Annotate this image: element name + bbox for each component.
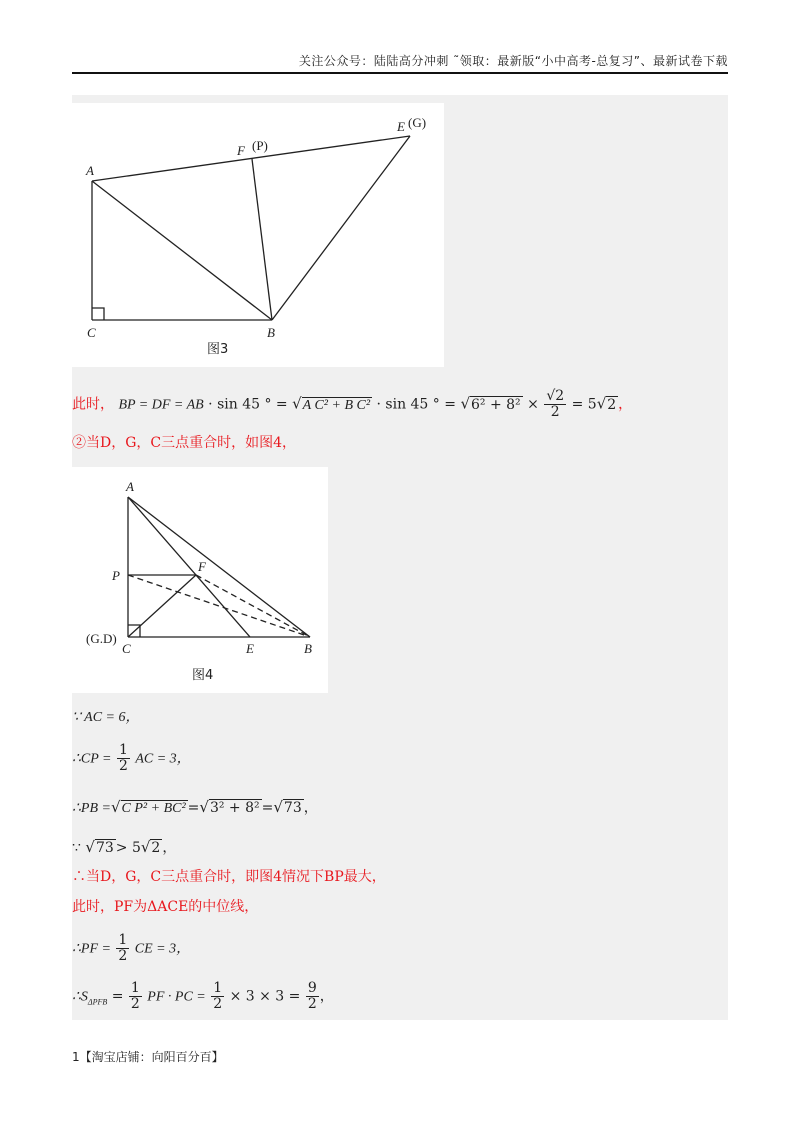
l1-frac-num: √2	[546, 388, 565, 404]
l9-prefix: ∴PF =	[72, 941, 111, 957]
line-6	[72, 837, 176, 858]
l4-frac-den: 2	[118, 758, 128, 774]
line-9	[72, 933, 190, 964]
l10-end: ，	[319, 988, 334, 1005]
l4-fraction	[117, 743, 130, 774]
line-5	[72, 797, 318, 819]
l1-result: = 5	[571, 396, 597, 413]
line-7	[72, 867, 386, 887]
l5-eq: =	[261, 800, 274, 816]
l4-frac-num: 1	[118, 742, 128, 758]
l3-text: ∵ AC = 6，	[72, 710, 140, 725]
l1-frac-den: 2	[550, 404, 560, 420]
figure-4	[72, 467, 328, 693]
l2-text: ②当D，G，C三点重合时，如图4，	[72, 435, 297, 451]
l9-frac-den: 2	[118, 948, 128, 964]
l4-suffix: AC = 3，	[135, 751, 191, 767]
l10-f1-num: 1	[130, 980, 140, 996]
l1-times: ×	[527, 396, 539, 413]
sqrt-sign: √	[460, 394, 470, 413]
figure-3	[72, 103, 444, 367]
l10-f2-num: 1	[213, 980, 223, 996]
line-8	[72, 897, 258, 917]
l6-rad1: 73	[95, 840, 114, 856]
edge-CF	[128, 575, 196, 637]
sqrt-sign: √	[292, 394, 302, 413]
l5-mid: =	[187, 800, 200, 816]
edge-AE	[92, 136, 410, 181]
label-F: F	[237, 143, 245, 158]
l8-text: 此时，PF为ΔACE的中位线，	[72, 899, 259, 915]
edge-FB	[252, 159, 272, 320]
label-A: A	[86, 163, 94, 178]
label-A: A	[126, 479, 134, 494]
l6-mid: > 5	[115, 840, 141, 856]
l9-frac-num: 1	[118, 932, 128, 948]
sqrt-sign: √	[273, 798, 283, 816]
l1-rad3: 2	[607, 396, 617, 413]
l1-end: ，	[618, 396, 633, 413]
edge-AB	[92, 181, 272, 320]
label-G: (G)	[408, 115, 427, 130]
label-E: E	[246, 641, 254, 656]
l1-fraction	[544, 389, 566, 420]
footer-text: 1【淘宝店铺：向阳百分百】	[72, 1050, 224, 1064]
l10-f3-den: 2	[307, 996, 317, 1012]
label-C: C	[122, 641, 131, 656]
label-F: F	[198, 559, 206, 574]
page-footer	[72, 1048, 224, 1065]
l10-mid2: × 3 × 3 =	[229, 988, 301, 1005]
l6-prefix: ∵	[72, 840, 81, 856]
l1-prefix: 此时，	[72, 396, 114, 413]
l5-rad2: 3² + 8²	[209, 800, 260, 816]
l7-text: ∴当D，G，C三点重合时，即图4情况下BP最大，	[72, 869, 386, 885]
l1-formula-a: BP = DF = AB	[118, 397, 204, 413]
l5-rad1: C P² + BC²	[121, 801, 186, 816]
label-C: C	[87, 325, 96, 340]
label-P: (P)	[252, 138, 268, 153]
l5-rad3: 73	[283, 800, 302, 816]
l10-prefix: ∴S	[72, 989, 88, 1005]
l10-fraction-1	[129, 981, 142, 1012]
l1-rad2: 6² + 8²	[471, 396, 521, 413]
edge-PB-dashed	[128, 575, 310, 637]
l6-rad2: 2	[151, 840, 161, 856]
l6-end: ，	[162, 840, 177, 856]
figure-3-caption: 图3	[207, 342, 229, 357]
l10-f3-num: 9	[307, 980, 317, 996]
l1-rad1: A C² + B C²	[302, 397, 371, 413]
line-10	[72, 981, 334, 1012]
l10-f2-den: 2	[213, 996, 223, 1012]
l10-sub: ΔPFB	[87, 997, 108, 1007]
l9-fraction	[116, 933, 129, 964]
l10-eq: =	[107, 988, 124, 1005]
label-B: B	[304, 641, 312, 656]
label-B: B	[267, 325, 275, 340]
l10-mid: PF · PC =	[147, 989, 206, 1005]
edge-EB	[272, 136, 410, 320]
figure-3-diagram	[72, 103, 444, 367]
line-3	[72, 707, 140, 728]
l4-prefix: ∴CP =	[72, 751, 112, 767]
label-E: E	[397, 119, 405, 134]
l1-formula-b: · sin 45 ° =	[208, 396, 293, 413]
sqrt-sign: √	[110, 798, 121, 816]
l10-fraction-2	[211, 981, 224, 1012]
sqrt-sign: √	[85, 838, 95, 856]
sqrt-sign: √	[140, 838, 151, 856]
content-area	[72, 95, 728, 1020]
line-1	[72, 389, 632, 420]
l1-formula-c: · sin 45 ° =	[376, 396, 461, 413]
sqrt-sign: √	[199, 798, 209, 816]
header-text: 关注公众号：陆陆高分冲刺 ˜领取：最新版“小中高考-总复习”、最新试卷下载	[298, 54, 728, 68]
figure-4-caption: 图4	[192, 668, 214, 683]
line-4	[72, 743, 191, 774]
l10-fraction-3	[306, 981, 319, 1012]
figure-4-diagram	[72, 467, 328, 693]
label-GD: (G.D)	[86, 631, 117, 646]
edge-AE	[128, 497, 250, 637]
edge-FB-dashed	[196, 575, 310, 637]
page-header	[72, 52, 728, 74]
l5-prefix: ∴PB =	[72, 801, 111, 816]
label-P: P	[112, 568, 120, 583]
l10-f1-den: 2	[130, 996, 140, 1012]
l5-end: ，	[303, 800, 318, 816]
right-angle-mark	[92, 308, 104, 320]
line-2	[72, 433, 296, 453]
l9-suffix: CE = 3，	[134, 941, 191, 957]
edge-AB	[128, 497, 310, 637]
sqrt-sign: √	[596, 394, 607, 413]
